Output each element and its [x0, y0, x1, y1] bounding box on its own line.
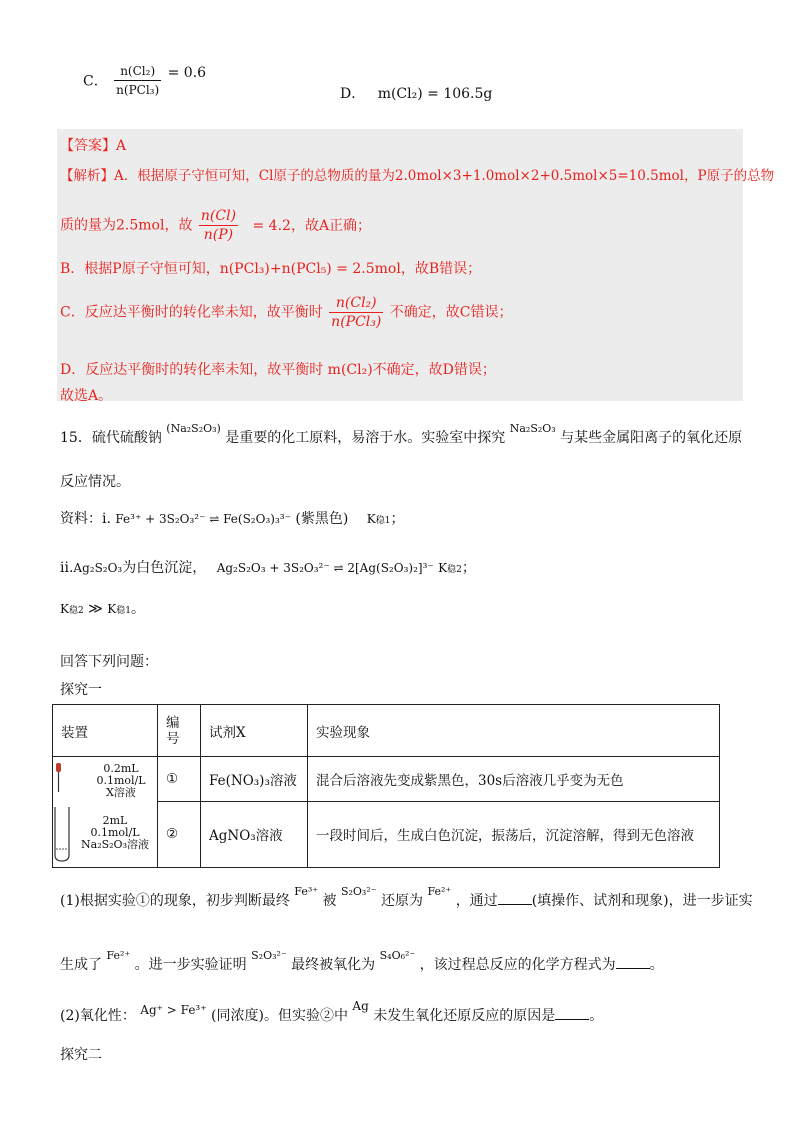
- option-c-numerator: n(Cl₂): [114, 62, 161, 81]
- info-ii-compound: Ag₂S₂O₃: [73, 561, 123, 575]
- analysis-c-prefix: C．反应达平衡时的转化率未知，故平衡时: [60, 304, 323, 321]
- analysis-c-suffix: 不确定，故C错误；: [389, 304, 513, 321]
- q1-text-a: (1)根据实验①的现象，初步判断最终: [60, 893, 290, 909]
- info-ii-text: 为白色沉淀，: [122, 560, 207, 576]
- info-i-ksub: 稳1: [375, 516, 391, 526]
- q15-text-b: 是重要的化工原料，易溶于水。实验室中探究: [225, 430, 506, 446]
- q1-line2-c: 最终被氧化为: [291, 957, 376, 973]
- q2-expression: Ag⁺ > Fe³⁺: [140, 1003, 207, 1017]
- q1-line2-b: 。进一步实验证明: [134, 957, 247, 973]
- k-compare-left: K: [60, 602, 69, 616]
- dropper-concentration: 0.1mol/L: [96, 774, 146, 787]
- option-c-label: C．: [83, 73, 108, 90]
- q1-answer-blank-2: [616, 956, 650, 969]
- row2-phenomenon: 一段时间后，生成白色沉淀，振荡后，沉淀溶解，得到无色溶液: [308, 801, 720, 867]
- row1-id: ①: [158, 757, 201, 802]
- q2-text-d: 。: [589, 1008, 604, 1024]
- header-phenomenon: 实验现象: [308, 705, 720, 757]
- tube-concentration: 0.1mol/L: [90, 826, 140, 839]
- tube-solution: Na₂S₂O₃溶液: [81, 838, 149, 851]
- q15-formula-2: Na₂S₂O₃: [509, 422, 556, 435]
- k-compare-end: 。: [130, 601, 145, 617]
- dropper-label: [91, 763, 151, 799]
- experiment-table: [52, 704, 720, 868]
- analysis-b: B．根据P原子守恒可知，n(PCl₃)+n(PCl₅) = 2.5mol，故B错误；: [60, 261, 482, 277]
- q1-ion-fe3: Fe³⁺: [294, 885, 319, 898]
- k-compare-right-sub: 稳1: [116, 606, 131, 616]
- option-d-expression: m(Cl₂) = 106.5g: [377, 86, 493, 102]
- q1-line1: [60, 885, 753, 910]
- analysis-c-denominator: n(PCl₃): [331, 314, 382, 330]
- info-ii-end: ；: [461, 560, 476, 576]
- analysis-c-numerator: n(Cl₂): [329, 294, 383, 313]
- apparatus-diagram: [53, 757, 157, 867]
- analysis-d: D．反应达平衡时的转化率未知，故平衡时 m(Cl₂)不确定，故D错误；: [60, 362, 496, 378]
- prompt: 回答下列问题：: [60, 654, 158, 670]
- q1-text-e: (填操作、试剂和现象)，进一步证实: [531, 893, 753, 909]
- option-c-value: = 0.6: [167, 64, 207, 81]
- analysis-a-suffix: = 4.2，故A正确；: [252, 217, 372, 234]
- q1-line2: [60, 949, 664, 974]
- info-ii-k: K: [438, 561, 448, 575]
- k-comparison: [60, 598, 145, 618]
- info-i-k: K: [366, 512, 376, 526]
- q2-line: [60, 999, 604, 1025]
- answer-line: 【答案】A: [60, 138, 127, 154]
- tube-label: [77, 815, 153, 851]
- q2-text-b: (同浓度)。但实验②中: [211, 1008, 348, 1024]
- tube-volume: 2mL: [102, 814, 128, 827]
- q15-text-c: 与某些金属阳离子的氧化还原: [560, 430, 743, 446]
- q1-text-d: ，通过: [455, 893, 498, 909]
- q15-line2: 反应情况。: [60, 474, 130, 490]
- table-header-row: [53, 705, 720, 757]
- info-ii-ksub: 稳2: [447, 565, 462, 575]
- dropper-volume: 0.2mL: [103, 762, 139, 775]
- option-d-label: D．: [340, 86, 366, 102]
- analysis-c: [60, 294, 513, 331]
- q1-ion-fe2-b: Fe²⁺: [106, 949, 131, 962]
- info-i-equation: Fe³⁺ + 3S₂O₃²⁻ ⇌ Fe(S₂O₃)₃³⁻: [115, 512, 291, 526]
- q15-line1: [60, 422, 743, 447]
- info-i-color: (紫黑色): [295, 511, 349, 527]
- option-c-fraction: [114, 62, 161, 99]
- analysis-a-prefix: 质的量为2.5mol，故: [60, 217, 193, 234]
- info-ii-equation: Ag₂S₂O₃ + 3S₂O₃²⁻ ⇌ 2[Ag(S₂O₃)₂]³⁻: [216, 561, 434, 575]
- analysis-conclusion: 故选A。: [60, 388, 113, 404]
- info-ii: [60, 557, 476, 577]
- option-d: [340, 83, 492, 103]
- analysis-c-fraction: [329, 294, 383, 331]
- k-compare-right: K: [107, 602, 117, 616]
- k-compare-left-sub: 稳2: [68, 606, 84, 616]
- q2-text-c: 未发生氧化还原反应的原因是: [373, 1008, 556, 1024]
- row1-phenomenon: 混合后溶液先变成紫黑色，30s后溶液几乎变为无色: [308, 757, 720, 802]
- info-ii-prefix: ii.: [60, 560, 74, 576]
- q1-ion-s2o3: S₂O₃²⁻: [340, 885, 377, 898]
- row2-id: ②: [158, 801, 201, 867]
- q2-ag: Ag: [352, 999, 369, 1013]
- info-i: 资料：i. Fe³⁺ + 3S₂O₃²⁻ ⇌ Fe(S₂O₃)₃³⁻ (紫黑色) K稳1；: [60, 511, 405, 527]
- q1-line2-e: 。: [649, 957, 664, 973]
- row2-reagent: AgNO₃溶液: [201, 801, 308, 867]
- option-c-denominator: n(PCl₃): [116, 83, 160, 97]
- analysis-a-line1: 【解析】A．根据原子守恒可知，Cl原子的总物质的量为2.0mol×3+1.0mol×2+0.5mol×5=10.5mol，P原子的总物: [60, 168, 775, 184]
- q1-ion-s4o6: S₄O₆²⁻: [379, 949, 416, 962]
- analysis-a-fraction: [199, 207, 238, 244]
- header-number: 编号: [158, 705, 201, 757]
- header-reagent: 试剂X: [201, 705, 308, 757]
- header-apparatus: 装置: [53, 705, 158, 757]
- analysis-a-line2: [60, 207, 371, 244]
- info-i-prefix: 资料：i.: [60, 511, 111, 527]
- apparatus-cell: [53, 757, 158, 868]
- k-compare-operator: ≫: [88, 601, 103, 617]
- q15-text-a: 15．硫代硫酸钠: [60, 430, 162, 446]
- q1-line2-d: ，该过程总反应的化学方程式为: [419, 957, 616, 973]
- q1-line2-a: 生成了: [60, 957, 102, 973]
- explore-2-heading: 探究二: [60, 1047, 102, 1063]
- table-row: [53, 757, 720, 802]
- analysis-a-denominator: n(P): [203, 227, 234, 243]
- q1-text-c: 还原为: [381, 893, 424, 909]
- analysis-a-numerator: n(Cl): [200, 208, 237, 224]
- row1-reagent: Fe(NO₃)₃溶液: [201, 757, 308, 802]
- q1-text-b: 被: [322, 893, 337, 909]
- q2-answer-blank: [555, 1007, 589, 1020]
- q1-ion-fe2: Fe²⁺: [427, 885, 452, 898]
- option-c: [83, 62, 206, 99]
- q2-text-a: (2)氧化性：: [60, 1008, 136, 1024]
- q1-answer-blank-1: [498, 892, 532, 905]
- q1-ion-s2o3-b: S₂O₃²⁻: [251, 949, 287, 962]
- q15-formula-1: (Na₂S₂O₃): [166, 422, 221, 435]
- dropper-solution: X溶液: [106, 786, 136, 799]
- explore-1-heading: 探究一: [60, 682, 102, 698]
